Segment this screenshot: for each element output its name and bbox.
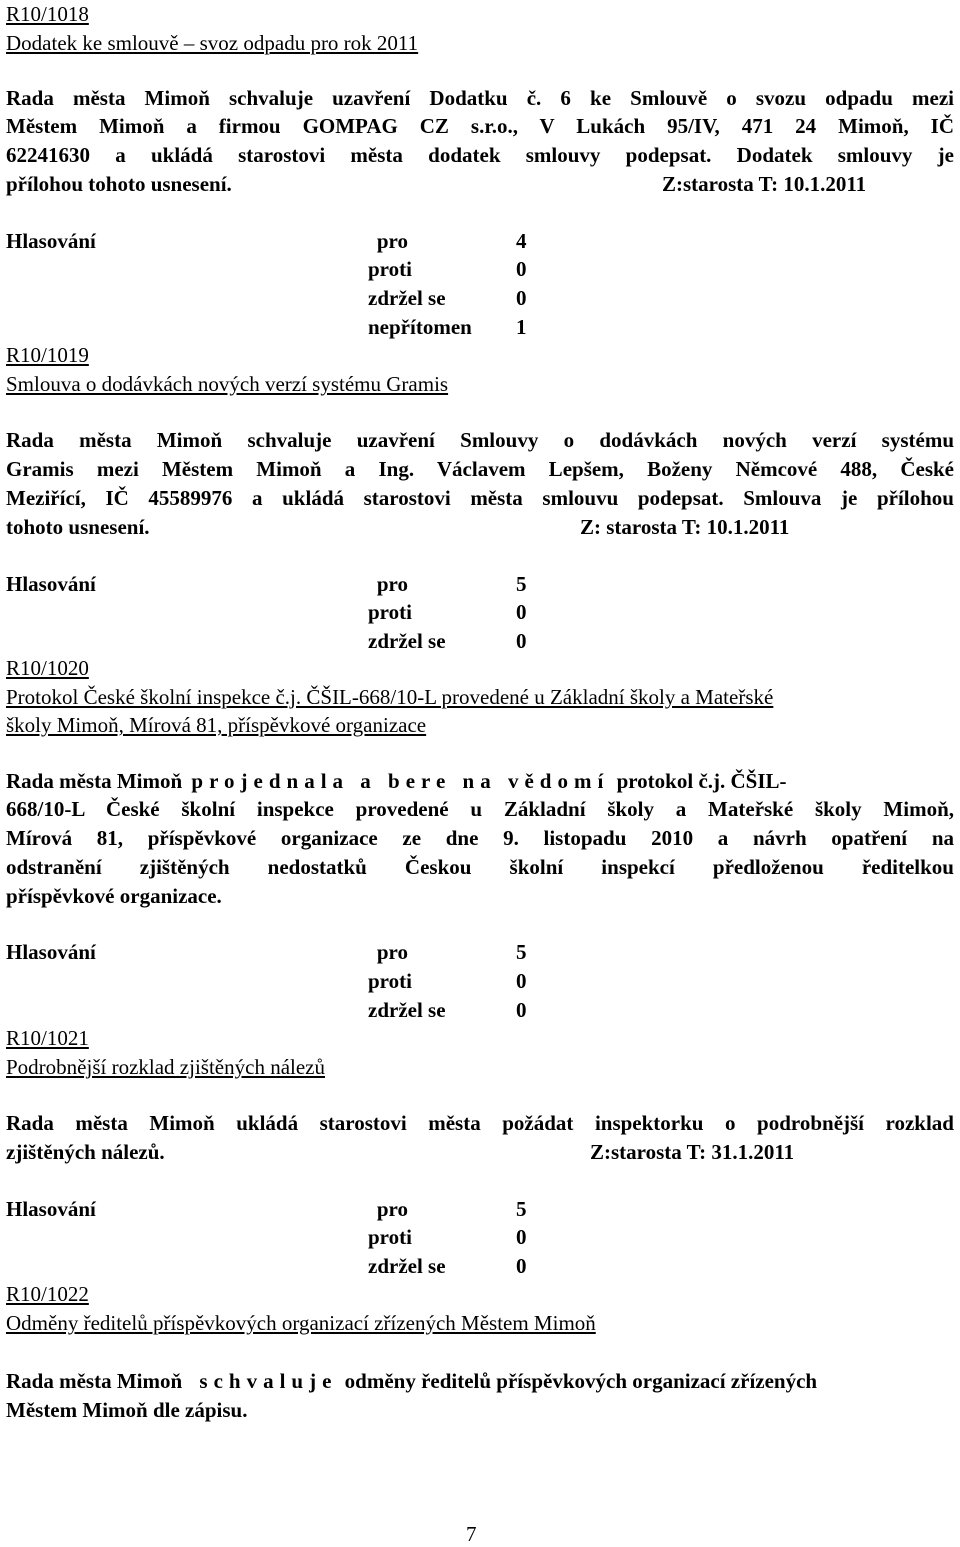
- resolution-text-line: [6, 1369, 817, 1393]
- resolution-text-line: 668/10-L České školní inspekce provedené u Základní školy a Mateřské školy Mimoň,: [6, 797, 954, 821]
- resolution-text-line: Meziřící, IČ 45589976 a ukládá starostovi města smlouvu podepsat. Smlouva je přílohou: [6, 486, 954, 510]
- responsible-deadline: Z:starosta T: 10.1.2011: [662, 172, 867, 196]
- resolution-title: Protokol České školní inspekce č.j. ČŠIL-668/10-L provedené u Základní školy a Mateřské: [6, 685, 774, 709]
- vote-key-neprit: nepřítomen: [368, 315, 472, 339]
- resolution-text-line: Gramis mezi Městem Mimoň a Ing. Václavem Lepšem, Boženy Němcové 488, České: [6, 457, 954, 481]
- vote-key-pro: pro: [376, 572, 408, 596]
- resolution-title: Odměny ředitelů příspěvkových organizací zřízených Městem Mimoň: [6, 1311, 596, 1335]
- vote-proti: 0: [516, 969, 527, 993]
- resolution-text-last: přílohou tohoto usnesení.: [6, 172, 232, 196]
- vote-zdrzel: 0: [516, 1254, 527, 1278]
- resolution-number: R10/1019: [6, 343, 89, 367]
- resolution-text-line: Rada města Mimoň schvaluje uzavření Smlouvy o dodávkách nových verzí systému: [6, 428, 954, 452]
- vote-proti: 0: [516, 1225, 527, 1249]
- resolution-text-line: Rada města Mimoň ukládá starostovi města požádat inspektorku o podrobnější rozklad: [6, 1111, 954, 1135]
- vote-key-pro: pro: [376, 229, 408, 253]
- vote-proti: 0: [516, 600, 527, 624]
- vote-key-pro: pro: [376, 1197, 408, 1221]
- responsible-deadline: Z:starosta T: 31.1.2011: [590, 1140, 795, 1164]
- resolution-title: Dodatek ke smlouvě – svoz odpadu pro rok 2011: [6, 31, 419, 55]
- vote-key-zdrzel: zdržel se: [368, 629, 446, 653]
- vote-key-proti: proti: [368, 969, 412, 993]
- resolution-text-last: Městem Mimoň dle zápisu.: [6, 1398, 248, 1422]
- resolution-text-line: Městem Mimoň a firmou GOMPAG CZ s.r.o., V Lukách 95/IV, 471 24 Mimoň, IČ: [6, 114, 954, 138]
- vote-pro: 5: [516, 1197, 527, 1221]
- resolution-number: R10/1020: [6, 656, 89, 680]
- vote-key-proti: proti: [368, 257, 412, 281]
- resolution-number: R10/1018: [6, 2, 89, 26]
- resolution-text-last: tohoto usnesení.: [6, 515, 150, 539]
- vote-zdrzel: 0: [516, 286, 527, 310]
- page-number: 7: [466, 1522, 477, 1546]
- vote-label: Hlasování: [6, 940, 96, 964]
- vote-key-proti: proti: [368, 600, 412, 624]
- resolution-title: Podrobnější rozklad zjištěných nálezů: [6, 1055, 325, 1079]
- resolution-text-line: [6, 769, 787, 793]
- resolution-text-part: odměny ředitelů příspěvkových organizací zřízených: [344, 1369, 818, 1393]
- vote-zdrzel: 0: [516, 629, 527, 653]
- vote-key-proti: proti: [368, 1225, 412, 1249]
- vote-key-zdrzel: zdržel se: [368, 1254, 446, 1278]
- resolution-text-line: 62241630 a ukládá starostovi města dodatek smlouvy podepsat. Dodatek smlouvy je: [6, 143, 954, 167]
- vote-label: Hlasování: [6, 229, 96, 253]
- resolution-text-part: Rada města Mimoň: [6, 769, 183, 793]
- resolution-title: školy Mimoň, Mírová 81, příspěvkové organizace: [6, 713, 427, 737]
- resolution-number: R10/1022: [6, 1282, 89, 1306]
- resolution-text-line: Rada města Mimoň schvaluje uzavření Dodatku č. 6 ke Smlouvě o svozu odpadu mezi: [6, 86, 954, 110]
- vote-zdrzel: 0: [516, 998, 527, 1022]
- resolution-text-line: odstranění zjištěných nedostatků Českou školní inspekcí předloženou ředitelkou: [6, 855, 954, 879]
- vote-proti: 0: [516, 257, 527, 281]
- vote-key-pro: pro: [376, 940, 408, 964]
- vote-pro: 5: [516, 940, 527, 964]
- resolution-verb: schvaluje: [199, 1369, 338, 1393]
- resolution-text-part: protokol č.j. ČŠIL-: [616, 769, 787, 793]
- resolution-verb: projednala a bere na vědomí: [191, 769, 610, 793]
- resolution-title: Smlouva o dodávkách nových verzí systému Gramis: [6, 372, 449, 396]
- vote-key-zdrzel: zdržel se: [368, 998, 446, 1022]
- resolution-text-part: Rada města Mimoň: [6, 1369, 183, 1393]
- resolution-number: R10/1021: [6, 1026, 89, 1050]
- vote-key-zdrzel: zdržel se: [368, 286, 446, 310]
- vote-pro: 5: [516, 572, 527, 596]
- resolution-text-last: příspěvkové organizace.: [6, 884, 222, 908]
- vote-pro: 4: [516, 229, 527, 253]
- resolution-text-line: Mírová 81, příspěvkové organizace ze dne 9. listopadu 2010 a návrh opatření na: [6, 826, 954, 850]
- vote-label: Hlasování: [6, 572, 96, 596]
- resolution-text-last: zjištěných nálezů.: [6, 1140, 165, 1164]
- vote-neprit: 1: [516, 315, 527, 339]
- responsible-deadline: Z: starosta T: 10.1.2011: [580, 515, 790, 539]
- vote-label: Hlasování: [6, 1197, 96, 1221]
